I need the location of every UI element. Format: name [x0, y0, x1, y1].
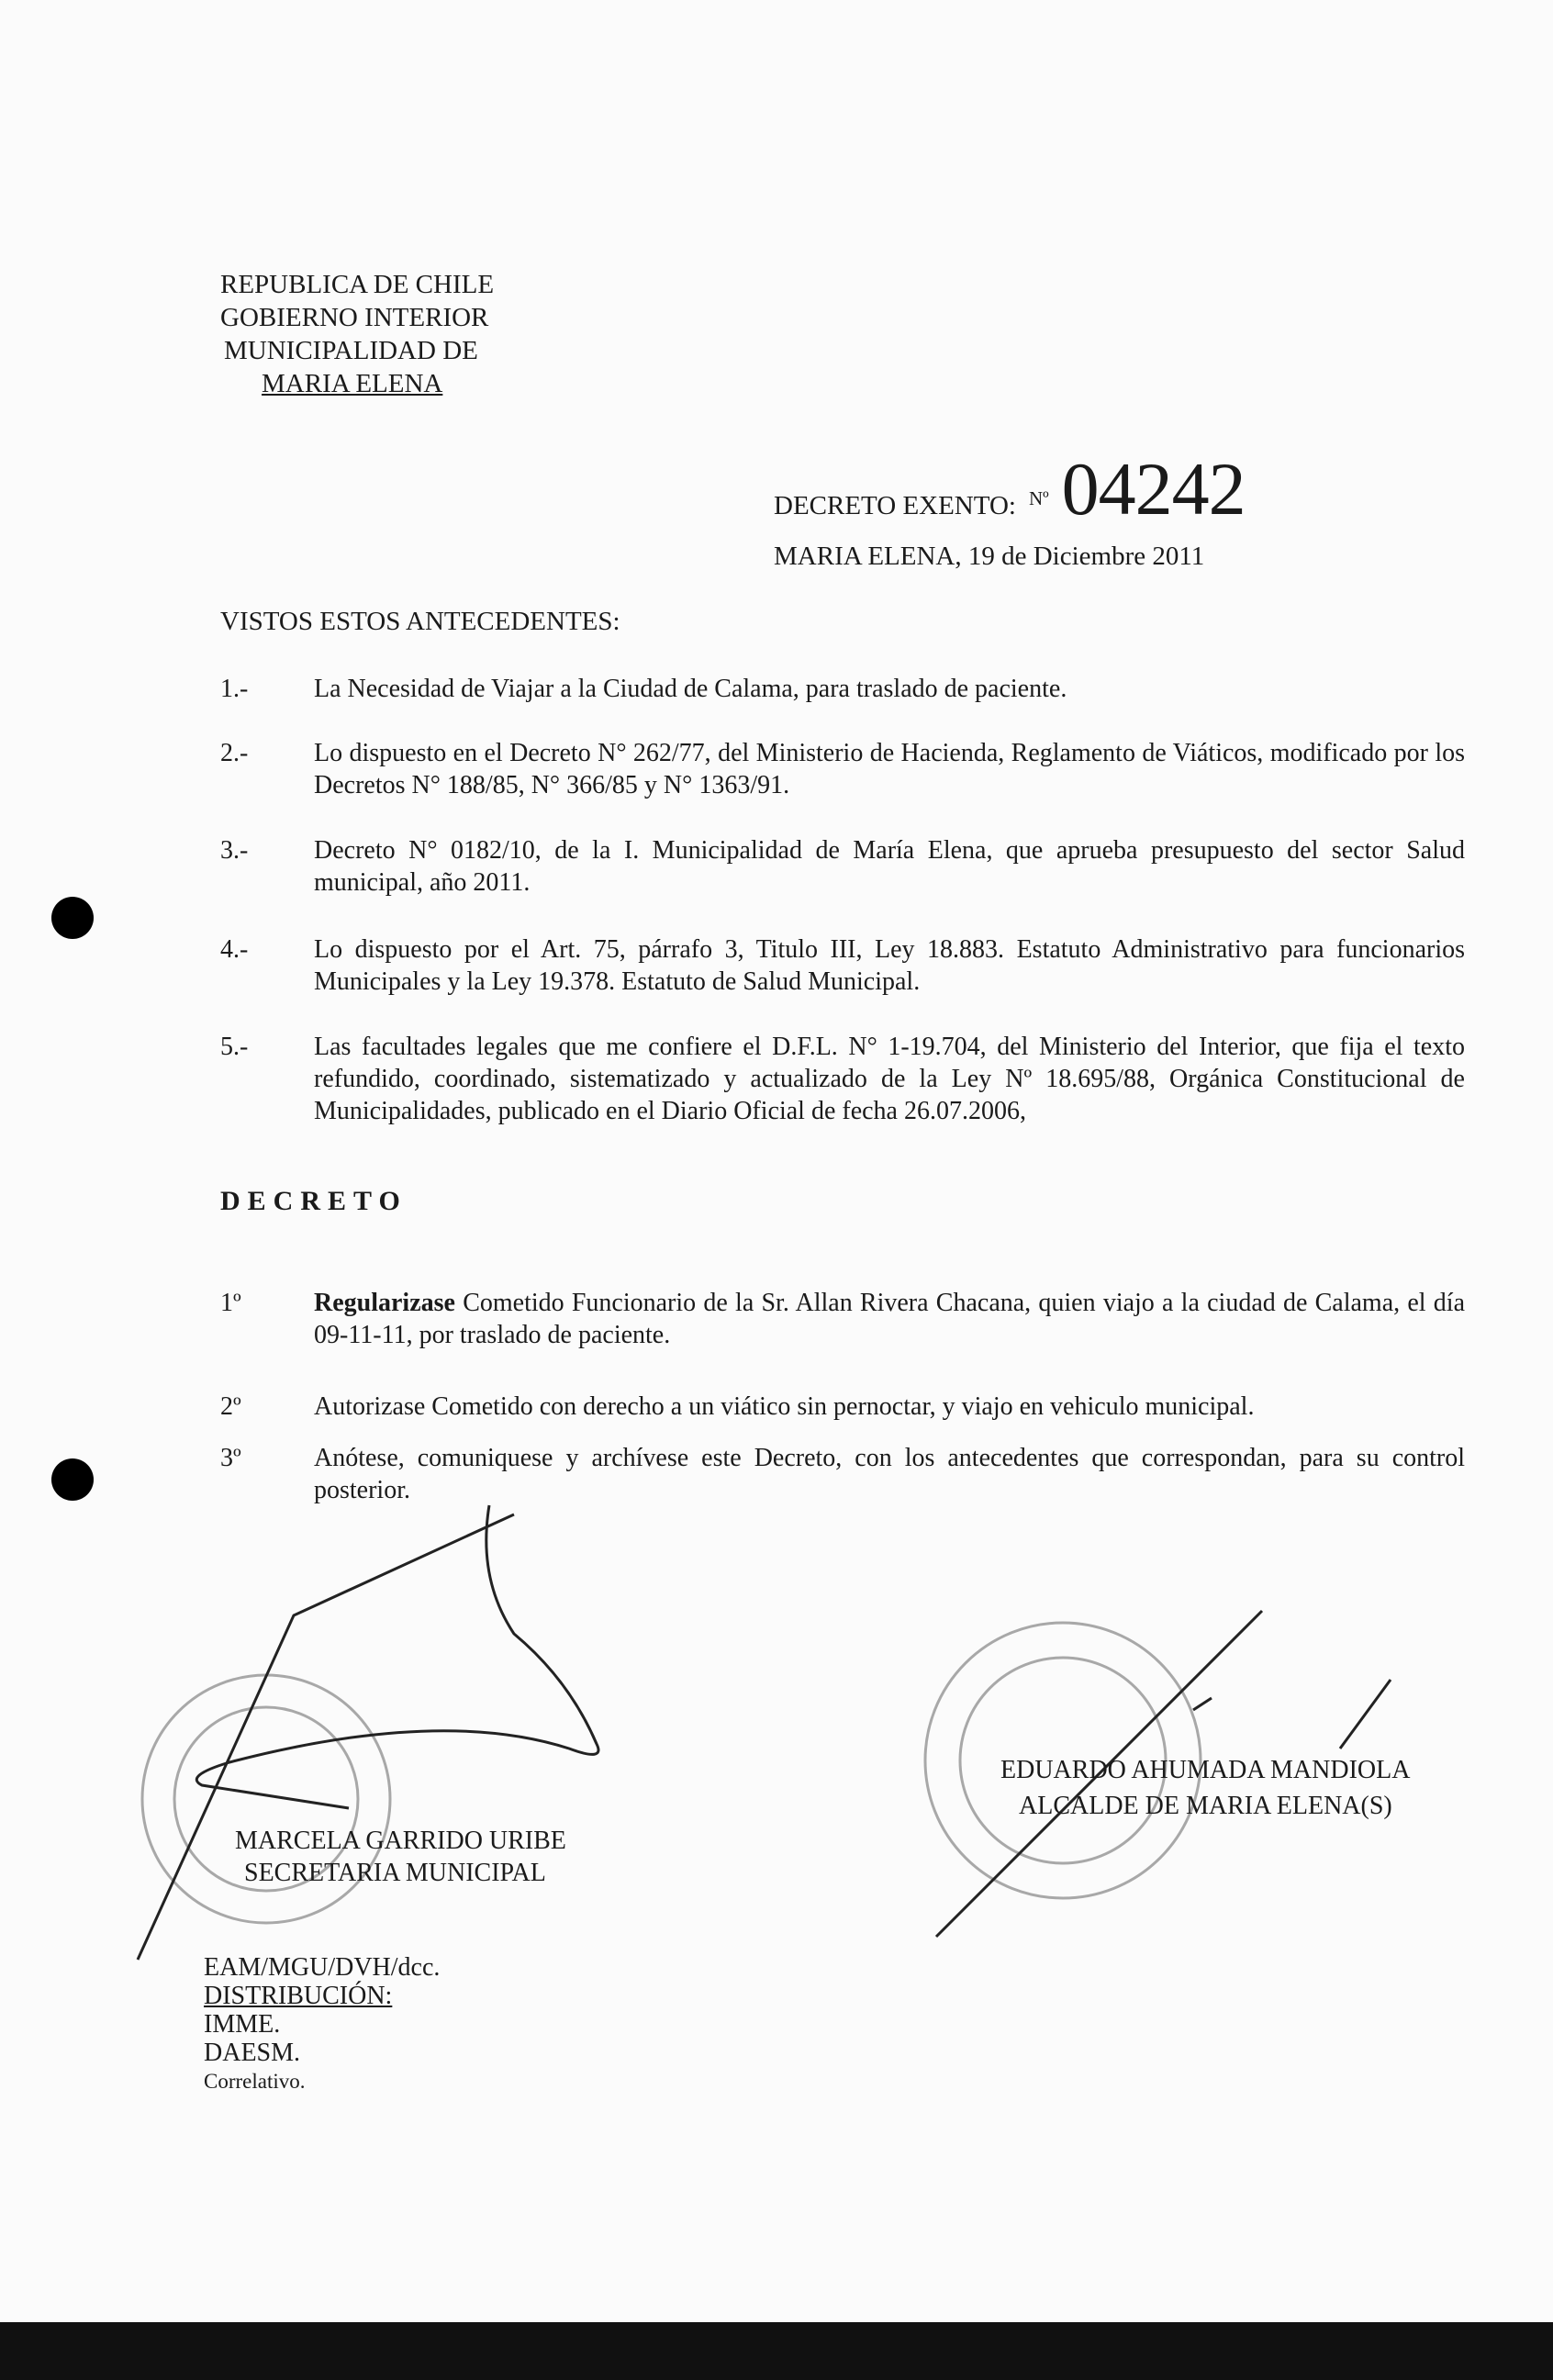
item-text: La Necesidad de Viajar a la Ciudad de Calama, para traslado de paciente.: [314, 675, 1067, 703]
item-number: 3º: [220, 1444, 241, 1472]
distribution-footer: [204, 1953, 440, 2095]
distribution-label: DISTRIBUCIÓN:: [204, 1982, 393, 2010]
correlativo: Correlativo.: [204, 2070, 306, 2093]
decree-number-value: 04242: [1061, 447, 1246, 531]
item-text: Decreto N° 0182/10, de la I. Municipalidad de María Elena, que aprueba presupuesto del sector Salud municipal, año 2011.: [314, 836, 1465, 897]
item-bold-verb: Regularizase: [314, 1289, 455, 1317]
item-number: 3.-: [220, 836, 249, 865]
letterhead-line: REPUBLICA DE CHILE: [220, 270, 495, 299]
place-date: MARIA ELENA, 19 de Diciembre 2011: [774, 542, 1205, 571]
recipient: DAESM.: [204, 2039, 301, 2067]
item-number: 1º: [220, 1289, 241, 1317]
item-text: Anótese, comuniquese y archívese este Decreto, con los antecedentes que correspondan, para su control posterior.: [314, 1444, 1465, 1504]
left-signature: [138, 1505, 598, 1960]
left-signer-title: SECRETARIA MUNICIPAL: [244, 1859, 546, 1887]
recipient: IMME.: [204, 2010, 281, 2039]
item-number: 2.-: [220, 739, 249, 767]
letterhead-line: MUNICIPALIDAD DE: [224, 336, 478, 365]
right-signer-name: EDUARDO AHUMADA MANDIOLA: [1000, 1756, 1411, 1784]
item-number: 5.-: [220, 1033, 249, 1061]
vistos-heading: VISTOS ESTOS ANTECEDENTES:: [220, 607, 620, 636]
item-text: Autorizase Cometido con derecho a un viático sin pernoctar, y viajo en vehiculo municipal.: [314, 1392, 1255, 1421]
number-sign: Nº: [1028, 487, 1049, 509]
letterhead-line: MARIA ELENA: [262, 369, 443, 398]
initials: EAM/MGU/DVH/dcc.: [204, 1953, 441, 1982]
letterhead-line: GOBIERNO INTERIOR: [220, 303, 489, 332]
item-text-rest: Cometido Funcionario de la Sr. Allan Rivera Chacana, quien viajo a la ciudad de Calama, el día 09-11-11, por traslado de paciente.: [314, 1289, 1465, 1349]
item-number: 2º: [220, 1392, 241, 1421]
item-number: 1.-: [220, 675, 249, 703]
item-number: 4.-: [220, 935, 249, 964]
left-signer-name: MARCELA GARRIDO URIBE: [235, 1827, 566, 1855]
decreto-heading: DECRETO: [220, 1186, 408, 1216]
punch-hole: [51, 1458, 94, 1501]
item-text: Las facultades legales que me confiere el D.F.L. N° 1-19.704, del Ministerio del Interior, que fija el texto refundido, coordinado, sistematizado y actualizado de la Ley Nº 18.695/88, Orgánica Constitucional de Municipalidades, publicado en el Diario Oficial de fecha 26.07.2006,: [314, 1033, 1465, 1125]
punch-hole: [51, 897, 94, 939]
item-text: Lo dispuesto en el Decreto N° 262/77, del Ministerio de Hacienda, Reglamento de Viáticos, modificado por los Decretos N° 188/85, N° 366/85 y N° 1363/91.: [314, 739, 1465, 799]
item-text: Lo dispuesto por el Art. 75, párrafo 3, Titulo III, Ley 18.883. Estatuto Administrativo para funcionarios Municipales y la Ley 19.378. Estatuto de Salud Municipal.: [314, 935, 1465, 996]
decree-label: DECRETO EXENTO:: [774, 491, 1016, 520]
right-signer-title: ALCALDE DE MARIA ELENA(S): [1019, 1792, 1392, 1820]
scan-edge: [0, 2322, 1553, 2380]
